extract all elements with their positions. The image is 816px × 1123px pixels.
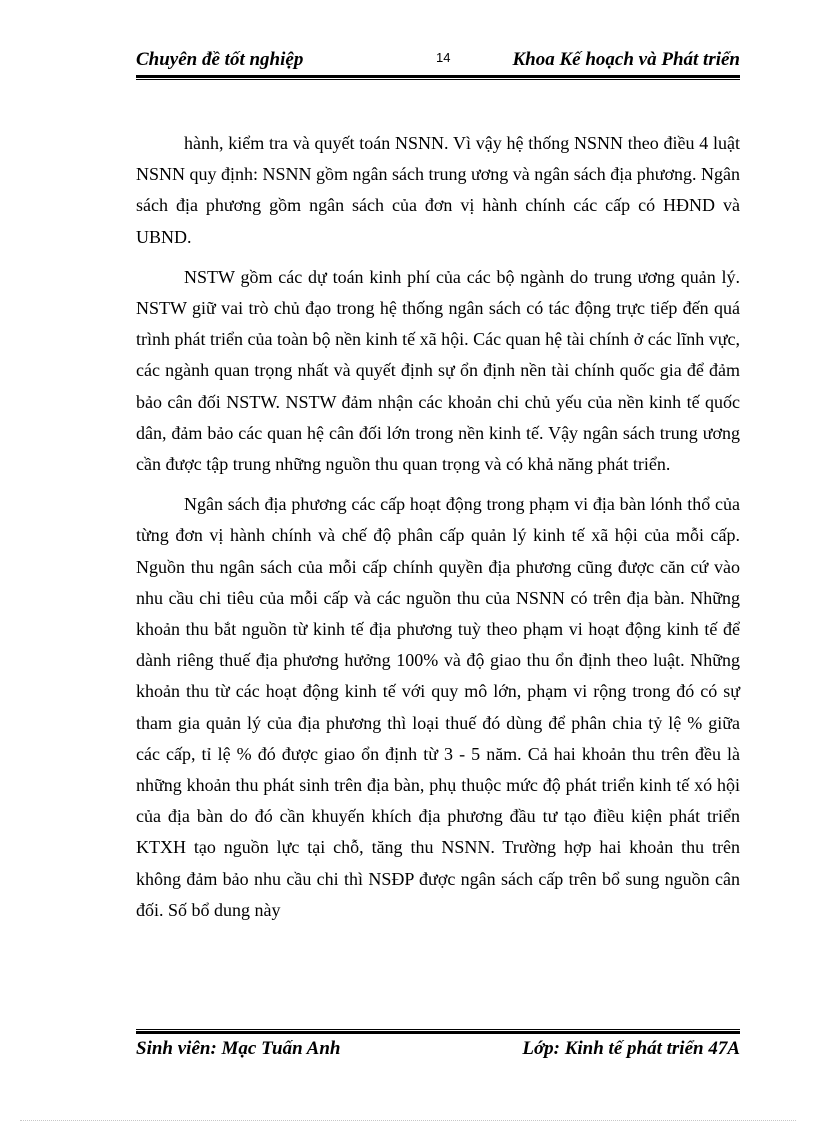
page-edge-dotted-line [20,1120,796,1121]
paragraph-2: NSTW gồm các dự toán kinh phí của các bộ ngành do trung ương quản lý. NSTW giữ vai trò chủ đạo trong hệ thống ngân sách có tác động trực tiếp đến quá trình phát triển của toàn bộ nền kinh tế xã hội. Các quan hệ tài chính ở các lĩnh vực, các ngành quan trọng nhất và quyết định sự ổn định nền tài chính quốc gia để đảm bảo cân đối NSTW. NSTW đảm nhận các khoản chi chủ yếu của nền kinh tế quốc dân, đảm bảo các quan hệ cân đối lớn trong nền kinh tế. Vậy ngân sách trung ương cần được tập trung những nguồn thu quan trọng và có khả năng phát triển. [136,266,740,475]
paragraph-1: hành, kiểm tra và quyết toán NSNN. Vì vậy hệ thống NSNN theo điều 4 luật NSNN quy định: NSNN gồm ngân sách trung ương và ngân sách địa phương. Ngân sách địa phương gồm ngân sách của đơn vị hành chính các cấp có HĐND và UBND. [136,133,740,247]
header-faculty: Khoa Kế hoạch và Phát triển [512,49,740,70]
footer-class: Lớp: Kinh tế phát triển 47A [522,1038,740,1059]
footer-divider [136,1029,740,1034]
header-thesis-title: Chuyên đề tốt nghiệp [136,49,304,70]
footer-student: Sinh viên: Mạc Tuấn Anh [136,1038,341,1059]
header-divider [136,75,740,80]
page-footer [136,1038,740,1064]
page-number: 14 [436,50,451,65]
page-header [136,46,740,74]
document-body [136,128,740,935]
paragraph-3: Ngân sách địa phương các cấp hoạt động trong phạm vi địa bàn lónh thổ của từng đơn vị hành chính và chế độ phân cấp quản lý kinh tế xã hội của mỗi cấp. Nguồn thu ngân sách của mỗi cấp chính quyền địa phương cũng được căn cứ vào nhu cầu chi tiêu của mỗi cấp và các nguồn thu của NSNN có trên địa bàn. Những khoản thu bắt nguồn từ kinh tế địa phương tuỳ theo phạm vi hoạt động kinh tế để dành riêng thuế địa phương hưởng 100% và độ giao thu ổn định theo luật. Những khoản thu từ các hoạt động kinh tế với quy mô lớn, phạm vi rộng trong đó có sự tham gia quản lý của địa phương thì loại thuế đó dùng để phân chia tỷ lệ % giữa các cấp, tỉ lệ % đó được giao ổn định từ 3 - 5 năm. Cả hai khoản thu trên đều là những khoản thu phát sinh trên địa bàn, phụ thuộc mức độ phát triển kinh tế xó hội của địa bàn do đó cần khuyến khích địa phương đầu tư tạo điều kiện phát triển KTXH tạo nguồn lực tại chỗ, tăng thu NSNN. Trường hợp hai khoản thu trên không đảm bảo nhu cầu chi thì NSĐP được ngân sách cấp trên bổ sung nguồn cân đối. Số bổ dung này [136,494,740,920]
